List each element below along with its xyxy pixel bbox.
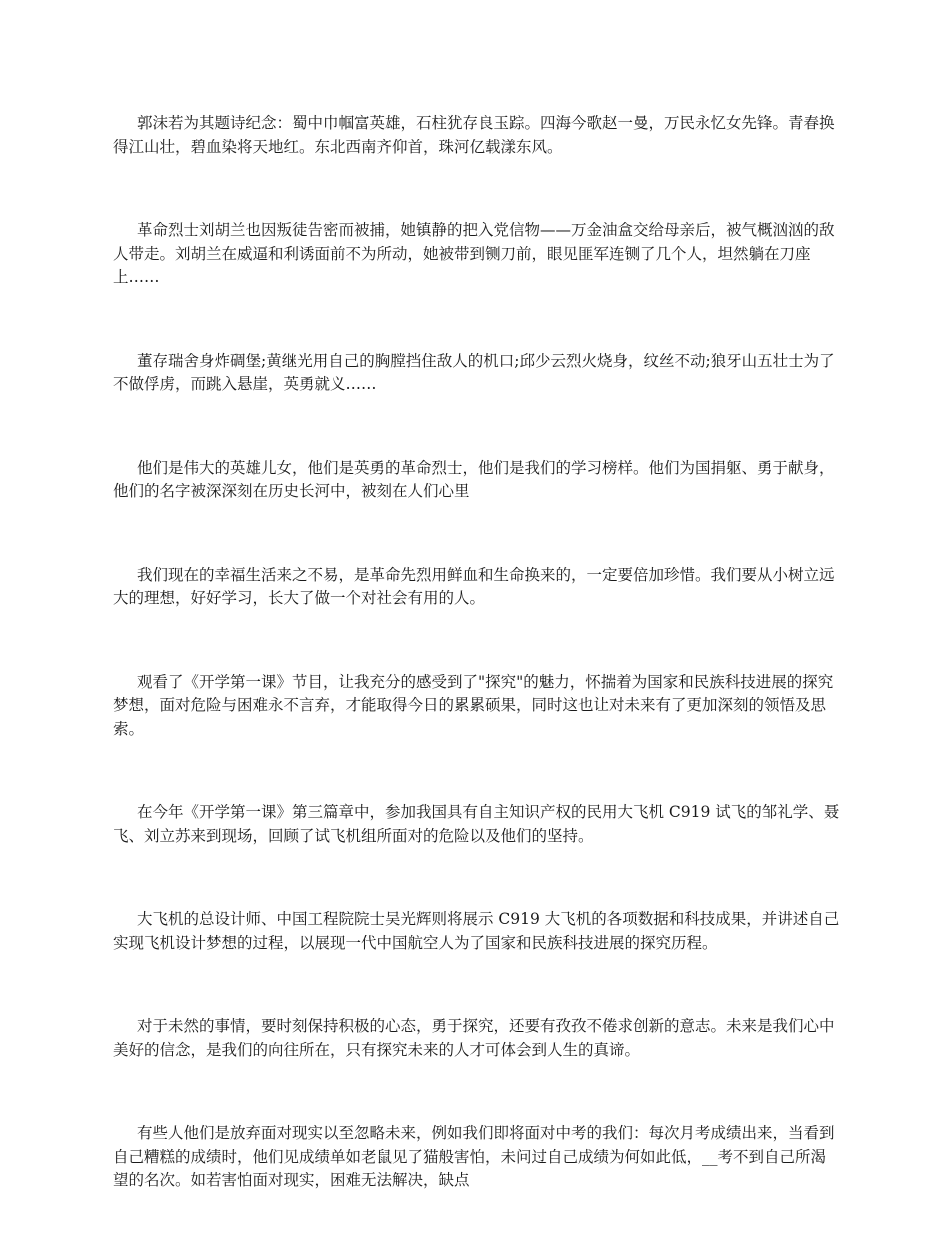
paragraph-5: 我们现在的幸福生活来之不易，是革命先烈用鲜血和生命换来的，一定要倍加珍惜。我们要从小树立远大的理想，好好学习，长大了做一个对社会有用的人。 [113, 565, 835, 607]
document-body [113, 112, 840, 1253]
paragraph-1: 郭沫若为其题诗纪念：蜀中巾帼富英雄，石柱犹存良玉踪。四海今歌赵一曼，万民永忆女先锋。青春换得江山壮，碧血染将天地红。东北西南齐仰首，珠河亿载漾东风。 [113, 114, 835, 156]
paragraph-9: 对于未然的事情，要时刻保持积极的心态，勇于探究，还要有孜孜不倦求创新的意志。未来是我们心中美好的信念，是我们的向往所在，只有探究未来的人才可体会到人生的真谛。 [113, 1017, 835, 1059]
paragraph-8: 大飞机的总设计师、中国工程院院士吴光辉则将展示 C919 大飞机的各项数据和科技成果，并讲述自己实现飞机设计梦想的过程，以展现一代中国航空人为了国家和民族科技进展的探究历程。 [113, 910, 840, 952]
paragraph-10: 有些人他们是放弃面对现实以至忽略未来，例如我们即将面对中考的我们：每次月考成绩出来，当看到自己糟糕的成绩时，他们见成绩单如老鼠见了猫般害怕，未问过自己成绩为何如此低，__考不到自己所渴望的名次。如若害怕面对现实，困难无法解决，缺点 [113, 1124, 835, 1189]
paragraph-3: 董存瑞舍身炸碉堡;黄继光用自己的胸膛挡住敌人的机口;邱少云烈火烧身，纹丝不动;狼牙山五壮士为了不做俘虏，而跳入悬崖，英勇就义…… [113, 351, 835, 393]
paragraph-7: 在今年《开学第一课》第三篇章中，参加我国具有自主知识产权的民用大飞机 C919 试飞的邹礼学、聂飞、刘立苏来到现场，回顾了试飞机组所面对的危险以及他们的坚持。 [113, 803, 840, 845]
paragraph-6: 观看了《开学第一课》节目，让我充分的感受到了"探究"的魅力，怀揣着为国家和民族科技进展的探究梦想，面对危险与困难永不言弃，才能取得今日的累累硕果，同时这也让对未来有了更加深刻的领悟及思索。 [113, 672, 834, 738]
paragraph-2: 革命烈士刘胡兰也因叛徒告密而被捕，她镇静的把入党信物——万金油盒交给母亲后，被气概汹汹的敌人带走。刘胡兰在威逼和利诱面前不为所动，她被带到铡刀前，眼见匪军连铡了几个人，坦然躺在刀座上…… [113, 221, 835, 286]
paragraph-4: 他们是伟大的英雄儿女，他们是英勇的革命烈士，他们是我们的学习榜样。他们为国捐躯、勇于献身，他们的名字被深深刻在历史长河中，被刻在人们心里 [113, 458, 835, 500]
